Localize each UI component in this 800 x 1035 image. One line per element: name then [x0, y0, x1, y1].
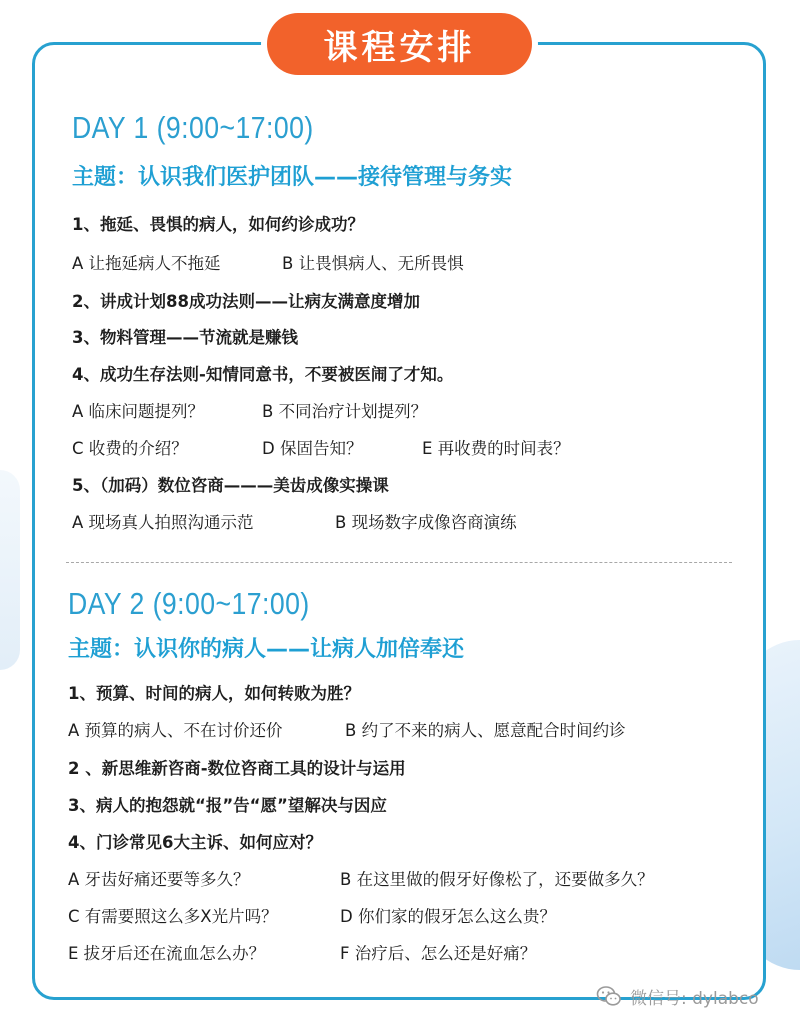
day2-item-1: 1、预算、时间的病人，如何转败为胜？: [68, 684, 360, 703]
wechat-watermark: [596, 983, 759, 1009]
day1-heading: DAY 1 (9:00~17:00): [72, 110, 314, 145]
wechat-icon: [596, 983, 622, 1009]
day1-item-1-option-b: B 让畏惧病人、无所畏惧: [282, 254, 464, 273]
day1-item-4: 4、成功生存法则-知情同意书，不要被医闹了才知。: [72, 365, 454, 384]
day1-item-3: 3、物料管理——节流就是赚钱: [72, 328, 298, 347]
watermark-text: 微信号: dylabco: [630, 988, 759, 1009]
day1-item-4-option-d: D 保固告知？: [262, 439, 363, 458]
day2-item-2: 2 、新思维新咨商-数位咨商工具的设计与运用: [68, 759, 406, 778]
day1-item-4-option-c: C 收费的介绍？: [72, 439, 188, 458]
day1-item-4-option-e: E 再收费的时间表？: [422, 439, 570, 458]
section-divider: [66, 562, 732, 563]
day2-item-4-option-d: D 你们家的假牙怎么这么贵？: [340, 907, 556, 926]
day1-item-4-option-a: A 临床问题提列？: [72, 402, 205, 421]
title-banner: [267, 13, 532, 75]
day1-item-4-option-b: B 不同治疗计划提列？: [262, 402, 428, 421]
day1-item-5: 5、（加码）数位咨商———美齿成像实操课: [72, 476, 389, 495]
day1-item-1-option-a: A 让拖延病人不拖延: [72, 254, 221, 273]
day2-item-1-option-b: B 约了不来的病人、愿意配合时间约诊: [345, 721, 626, 740]
day2-item-4-option-c: C 有需要照这么多X光片吗？: [68, 907, 278, 926]
decorative-shape-left: [0, 470, 20, 670]
day2-item-1-option-a: A 预算的病人、不在讨价还价: [68, 721, 283, 740]
day2-item-3: 3、病人的抱怨就“报”告“愿”望解决与因应: [68, 796, 387, 815]
day2-theme: 主题：认识你的病人——让病人加倍奉还: [68, 637, 465, 662]
day1-item-2: 2、讲成计划88成功法则——让病友满意度增加: [72, 292, 420, 311]
day1-item-1: 1、拖延、畏惧的病人，如何约诊成功？: [72, 215, 364, 234]
day2-item-4-option-e: E 拔牙后还在流血怎么办？: [68, 944, 266, 963]
day2-item-4-option-f: F 治疗后、怎么还是好痛？: [340, 944, 537, 963]
day2-item-4-option-b: B 在这里做的假牙好像松了，还要做多久？: [340, 870, 654, 889]
day1-item-5-option-a: A 现场真人拍照沟通示范: [72, 513, 254, 532]
day2-item-4: 4、门诊常见6大主诉、如何应对？: [68, 833, 322, 852]
day2-heading: DAY 2 (9:00~17:00): [68, 586, 310, 621]
day2-item-4-option-a: A 牙齿好痛还要等多久？: [68, 870, 250, 889]
page-title: 课程安排: [323, 27, 476, 68]
day1-item-5-option-b: B 现场数字成像咨商演练: [335, 513, 517, 532]
day1-theme: 主题：认识我们医护团队——接待管理与务实: [72, 165, 513, 190]
